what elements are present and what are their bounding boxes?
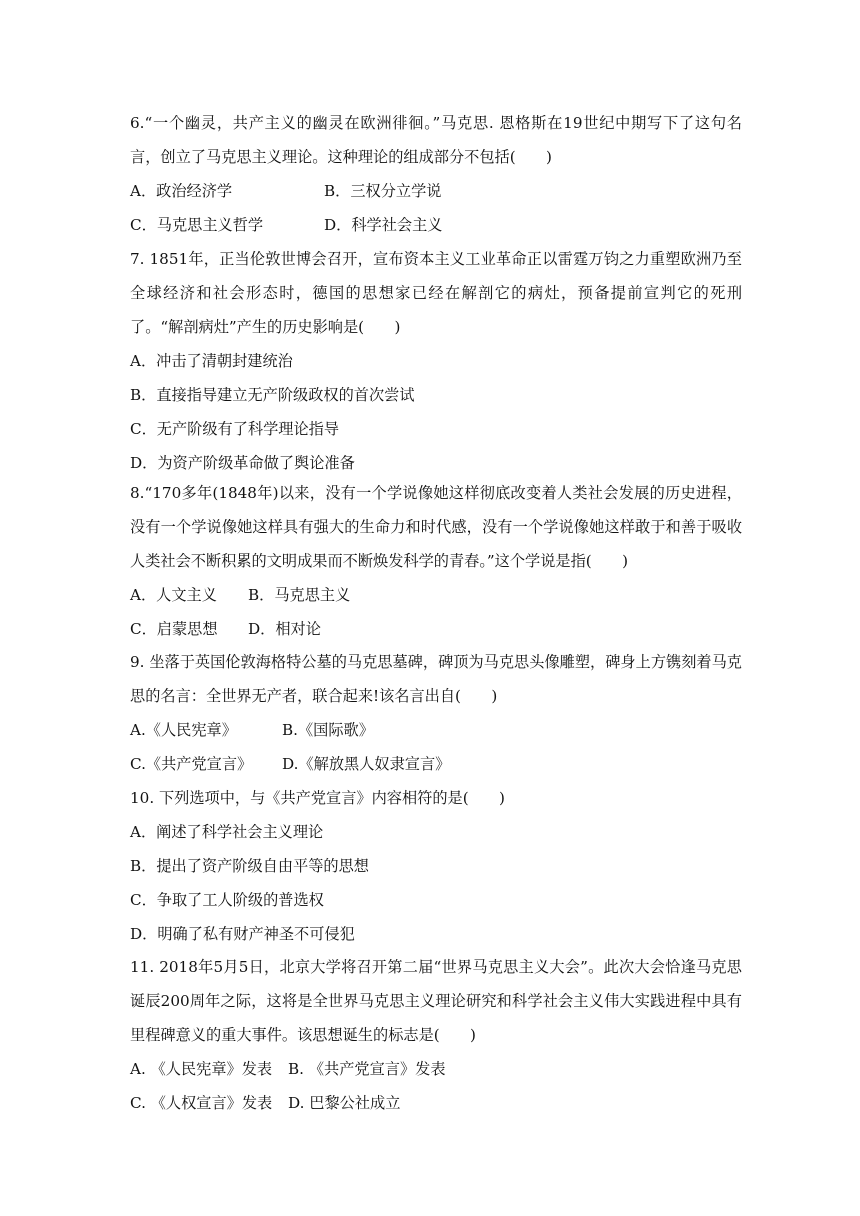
question-9 [130,645,742,781]
question-7 [130,242,742,480]
question-6-options-row-2 [130,208,742,242]
question-8-option-c: C．启蒙思想 [130,620,218,638]
question-6-option-d: D．科学社会主义 [324,216,443,234]
question-9-options-row-2 [130,747,742,781]
question-10-option-d: D．明确了私有财产神圣不可侵犯 [130,925,355,943]
question-8-options-row-1 [130,578,742,612]
question-7-option-c: C．无产阶级有了科学理论指导 [130,420,340,438]
question-8-options-row-2 [130,612,742,646]
question-6-option-c: C．马克思主义哲学 [130,216,264,234]
question-11-options-row-2 [130,1086,742,1120]
question-8-option-a: A．人文主义 [130,586,217,604]
question-6-option-a: A．政治经济学 [130,182,233,200]
question-7-option-d: D．为资产阶级革命做了舆论准备 [130,454,355,472]
question-11-stem: 11. 2018年5月5日，北京大学将召开第二届“世界马克思主义大会”。此次大会恰逢马克思诞辰200周年之际，这将是全世界马克思主义理论研究和科学社会主义伟大实践进程中具有里程碑意义的重大事件。该思想诞生的标志是( ) [130,958,742,1044]
question-11-option-b: B. 《共产党宣言》发表 [288,1060,446,1078]
question-7-option-a: A．冲击了清朝封建统治 [130,352,293,370]
question-10 [130,781,742,951]
question-6-stem: 6.“一个幽灵，共产主义的幽灵在欧洲徘徊。”马克思. 恩格斯在19世纪中期写下了这句名言，创立了马克思主义理论。这种理论的组成部分不包括( ) [130,114,742,166]
question-9-options-row-1 [130,713,742,747]
question-8-stem: 8.“170多年(1848年)以来，没有一个学说像她这样彻底改变着人类社会发展的历史进程，没有一个学说像她这样具有强大的生命力和时代感，没有一个学说像她这样敢于和善于吸收人类社会不断积累的文明成果而不断焕发科学的青春。”这个学说是指( ) [130,484,742,570]
question-8-option-d: D．相对论 [248,620,321,638]
question-9-option-b: B.《国际歌》 [282,721,374,739]
question-7-stem: 7. 1851年，正当伦敦世博会召开，宣布资本主义工业革命正以雷霆万钧之力重塑欧洲乃至全球经济和社会形态时，德国的思想家已经在解剖它的病灶，预备提前宣判它的死刑了。“解剖病灶”产生的历史影响是( ) [130,250,742,336]
question-7-option-b: B．直接指导建立无产阶级政权的首次尝试 [130,386,415,404]
question-6-options-row-1 [130,174,742,208]
question-11-option-a: A. 《人民宪章》发表 [130,1060,273,1078]
question-10-option-c: C．争取了工人阶级的普选权 [130,891,324,909]
question-10-option-a: A．阐述了科学社会主义理论 [130,823,324,841]
question-11-option-c: C. 《人权宣言》发表 [130,1094,273,1112]
question-11-option-d: D. 巴黎公社成立 [288,1094,401,1112]
question-11 [130,950,742,1120]
question-8-option-b: B．马克思主义 [248,586,351,604]
question-9-option-c: C.《共产党宣言》 [130,755,253,773]
question-9-option-a: A.《人民宪章》 [130,721,237,739]
question-6 [130,106,742,242]
question-9-stem: 9. 坐落于英国伦敦海格特公墓的马克思墓碑，碑顶为马克思头像雕塑，碑身上方镌刻着马克思的名言：全世界无产者，联合起来!该名言出自( ) [130,653,742,705]
question-10-stem: 10. 下列选项中，与《共产党宣言》内容相符的是( ) [130,789,505,807]
question-10-option-b: B．提出了资产阶级自由平等的思想 [130,857,369,875]
question-8 [130,476,742,646]
question-9-option-d: D.《解放黑人奴隶宣言》 [282,755,451,773]
question-6-option-b: B．三权分立学说 [324,182,442,200]
question-11-options-row-1 [130,1052,742,1086]
